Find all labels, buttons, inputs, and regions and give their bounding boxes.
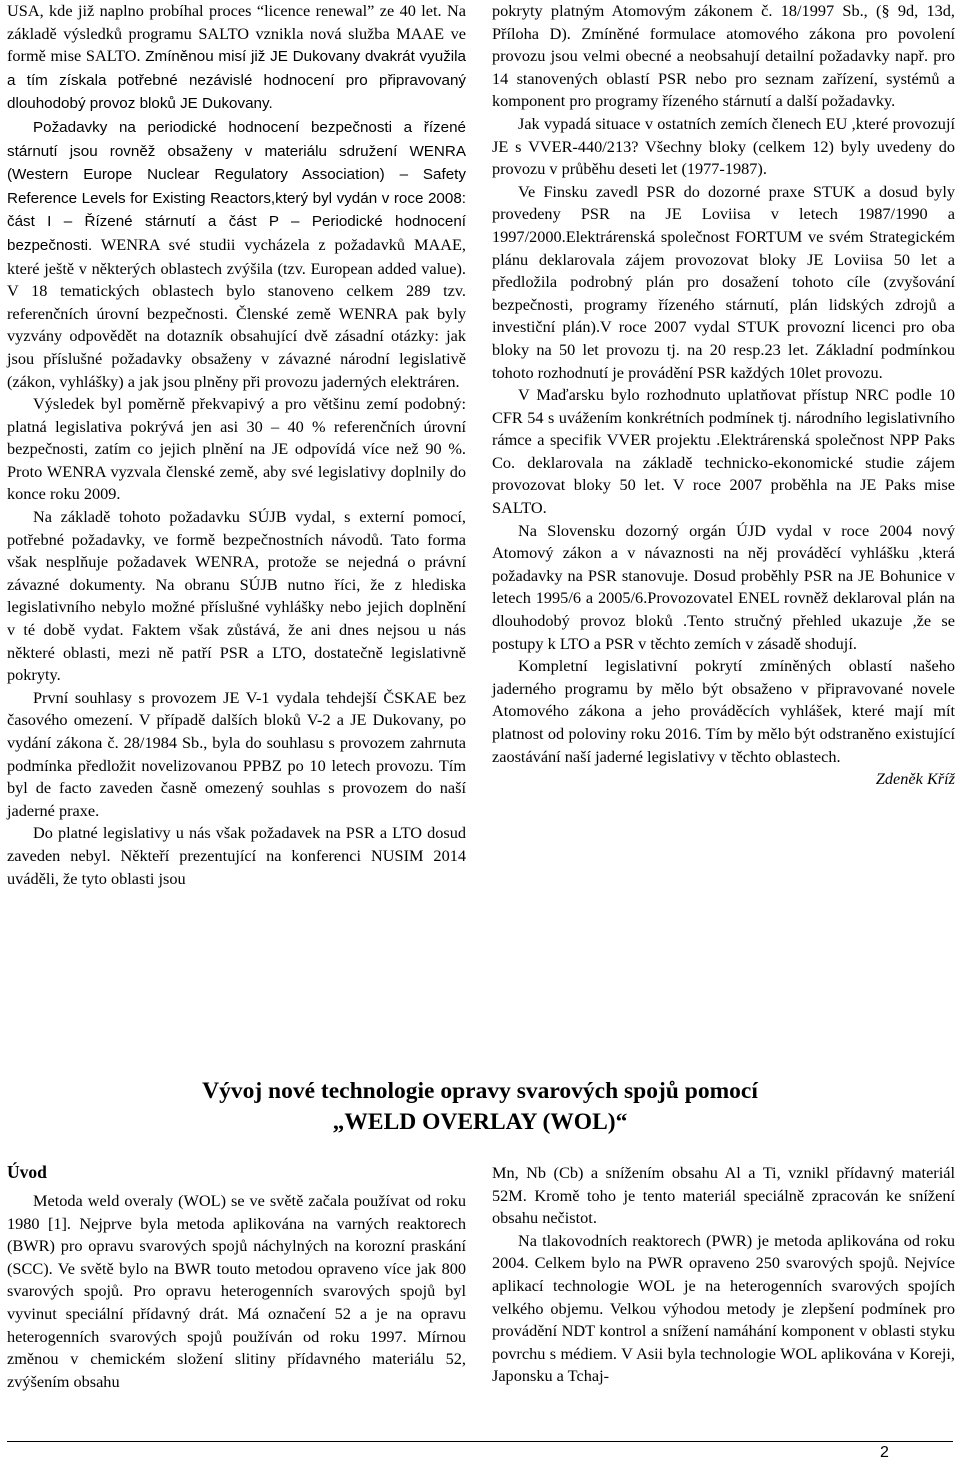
- paragraph-text: USA, kde již naplno probíhal proces “licence renewal” ze 40 let. Na základě výsledků programu SALTO vznikla nová služba MAAE ve formě mise SALTO.: [7, 1, 466, 66]
- paragraph-text-sans: Zmíněnou misí již JE Dukovany dvakrát využila a tím získala potřebné nezávislé hodnocení pro připravovaný dlouhodobý provoz bloků JE Dukovany.: [7, 48, 466, 113]
- article1-column-left: [7, 0, 466, 890]
- article-title-line: „WELD OVERLAY (WOL)“: [332, 1109, 628, 1135]
- article1-column-right: [492, 0, 955, 791]
- paragraph: V Maďarsku bylo rozhodnuto uplatňovat přístup NRC podle 10 CFR 54 s uvážením konkrétních podmínek tj. národního legislativního rámce a specifik VVER projektu .Elektrárenská společnost NPP Paks Co. deklarovala na základě technicko-ekonomické studie zájem provozovat bloky 50 let. V roce 2007 proběhla na JE Paks mise SALTO.: [492, 385, 955, 518]
- author-signature: Zdeněk Kříž: [875, 769, 955, 789]
- paragraph: Do platné legislativy u nás však požadavek na PSR a LTO dosud zaveden nebyl. Někteří prezentující na konferenci NUSIM 2014 uváděli, že tyto oblasti jsou: [7, 823, 466, 888]
- footer-divider: [7, 1441, 953, 1442]
- paragraph: První souhlasy s provozem JE V-1 vydala tehdejší ČSKAE bez časového omezení. V případě dalších bloků V-2 a JE Dukovany, po vydání zákona č. 28/1984 Sb., byla do souhlasu s provozem zahrnuta podmínka předložit novelizovanou PPBZ po 10 letech provozu. Tím byl de facto zaveden časně omezený souhlas s provozem do naší jaderné praxe.: [7, 687, 466, 820]
- page-number: 2: [880, 1444, 889, 1461]
- article-title: [0, 1076, 960, 1138]
- paragraph: [7, 0, 466, 116]
- paragraph: Na Slovensku dozorný orgán ÚJD vydal v roce 2004 nový Atomový zákon a v návaznosti na něj prováděcí vyhlášku ,která požadavky na PSR stanovuje. Dosud proběhly PSR na JE Bohunice v letech 1995/6 a 2005/6.Provozovatel ENEL rovněž deklaroval plán na dlouhodobý provoz bloků .Tento stručný přehled ukazuje ,že se postupy k LTO a PSR v těchto zemích v zásadě shodují.: [492, 520, 955, 653]
- paragraph: [7, 116, 466, 393]
- paragraph: Metoda weld overaly (WOL) se ve světě začala používat od roku 1980 [1]. Nejprve byla metoda aplikována na varných reaktorech (BWR) pro opravu svarových spojů náchylných na korozní praskání (SCC). Ve světě bylo na BWR touto metodou opraveno více jak 800 svarových spojů. Pro opravu heterogenních svarových spojů byl vyvinut speciální přídavný drát. Má označení 52 a je na opravu heterogenních svarových spojů používán od roku 1997. Mírnou změnou v chemickém složení slitiny přídavného materiálu 52, zvýšením obsahu: [7, 1191, 466, 1391]
- paragraph: Kompletní legislativní pokrytí zmíněných oblastí našeho jaderného programu by mělo být obsaženo v připravované novele Atomového zákona a jeho prováděcích vyhlášek, které mají mít platnost od poloviny roku 2016. Tím by mělo být odstraněno existující zaostávání naší jaderné legislativy v těchto oblastech.: [492, 656, 955, 766]
- paragraph: Ve Finsku zavedl PSR do dozorné praxe STUK a dosud byly provedeny PSR na JE Loviisa v letech 1987/1990 a 1997/2000.Elektrárenská společnost FORTUM ve svém Strategickém plánu deklarovala zájem provozovat bloky JE Loviisa 50 let a předložila podrobný plán pro dosažení tohoto cíle (zvyšování bezpečnosti, programy řízeného stárnutí, plán lidských zdrojů a investiční plán).V roce 2007 vydal STUK provozní licenci pro oba bloky na 50 let provozu tj. na 20 resp.23 let. Základní podmínkou tohoto rozhodnutí je provádění PSR každých 10let provozu.: [492, 181, 955, 382]
- article-title-line: Vývoj nové technologie opravy svarových spojů pomocí: [202, 1078, 758, 1104]
- paragraph: Na tlakovodních reaktorech (PWR) je metoda aplikována od roku 2004. Celkem bylo na PWR opraveno 250 svarových spojů. Nejvíce aplikací technologie WOL je na heterogenních svarových spojích velkého objemu. Velkou výhodou metody je zlepšení podmínek pro provádění NDT kontrol a snížení namáhání komponent v oblasti styku povrchu s médiem. V Asii byla technologie WOL aplikována v Koreji, Japonsku a Tchaj-: [492, 1230, 955, 1386]
- article2-column-left: [7, 1190, 466, 1393]
- article2-column-right: [492, 1162, 955, 1388]
- paragraph: Jak vypadá situace v ostatních zemích členech EU ,které provozují JE s VVER-440/213? Všechny bloky (celkem 12) byly uvedeny do provozu v průběhu deseti let (1977-1987).: [492, 113, 955, 179]
- section-heading-intro: Úvod: [7, 1162, 47, 1182]
- paragraph: Výsledek byl poměrně překvapivý a pro většinu zemí podobný: platná legislativa pokrývá jen asi 30 – 40 % referenčních úrovní bezpečnosti, zatím co jejich plnění na JE odpovídá více než 90 %. Proto WENRA vyzvala členské země, aby své legislativy doplnily do konce roku 2009.: [7, 394, 466, 504]
- paragraph-text: WENRA své studii vycházela z požadavků MAAE, které ještě v některých oblastech zvýšila (tzv. European added value). V 18 tematických oblastech bylo stanoveno celkem 289 tzv. referenčních úrovní bezpečnosti. Členské země WENRA pak byly vyzvány odpovědět na dotazník obsahující dvě zásadní otázky: jak jsou příslušné požadavky obsaženy v závazné národní legislativě (zákon, vyhlášky) a jak jsou plněny při provozu jaderných elektráren.: [7, 234, 467, 391]
- paragraph: Mn, Nb (Cb) a snížením obsahu Al a Ti, vznikl přídavný materiál 52M. Kromě toho je tento materiál speciálně zpracován ke snížení obsahu nečistot.: [492, 1163, 955, 1228]
- paragraph-text-sans: Požadavky na periodické hodnocení bezpečnosti a řízené stárnutí jsou rovněž obsaženy v materiálu sdružení WENRA (Western Europe Nuclear Regulatory Association) – Safety Reference Levels for Existing Reactors,který byl vydán v roce 2008: část I – Řízené stárnutí a část P – Periodické hodnocení bezpečnosti.: [7, 118, 466, 254]
- paragraph: Na základě tohoto požadavku SÚJB vydal, s externí pomocí, potřebné požadavky, ve formě bezpečnostních návodů. Tato forma však nesplňuje požadavek WENRA, protože se nejedná o právní závazné dokumenty. Na obranu SÚJB nutno říci, že z hlediska legislativního nebylo možné příslušné vyhlášky nebo jejich doplnění v té době vydat. Faktem však zůstává, že ani dnes nejsou u nás některé oblasti, mezi ně patří PSR a LTO, dostatečně legislativně pokryty.: [7, 507, 466, 685]
- paragraph: pokryty platným Atomovým zákonem č. 18/1997 Sb., (§ 9d, 13d, Příloha D). Zmíněné formulace atomového zákona pro povolení provozu jsou velmi obecné a neobsahují detailní požadavky např. pro 14 stanovených oblastí PSR nebo pro seznam zařízení, systémů a komponent pro programy řízeného stárnutí a další požadavky.: [492, 1, 955, 111]
